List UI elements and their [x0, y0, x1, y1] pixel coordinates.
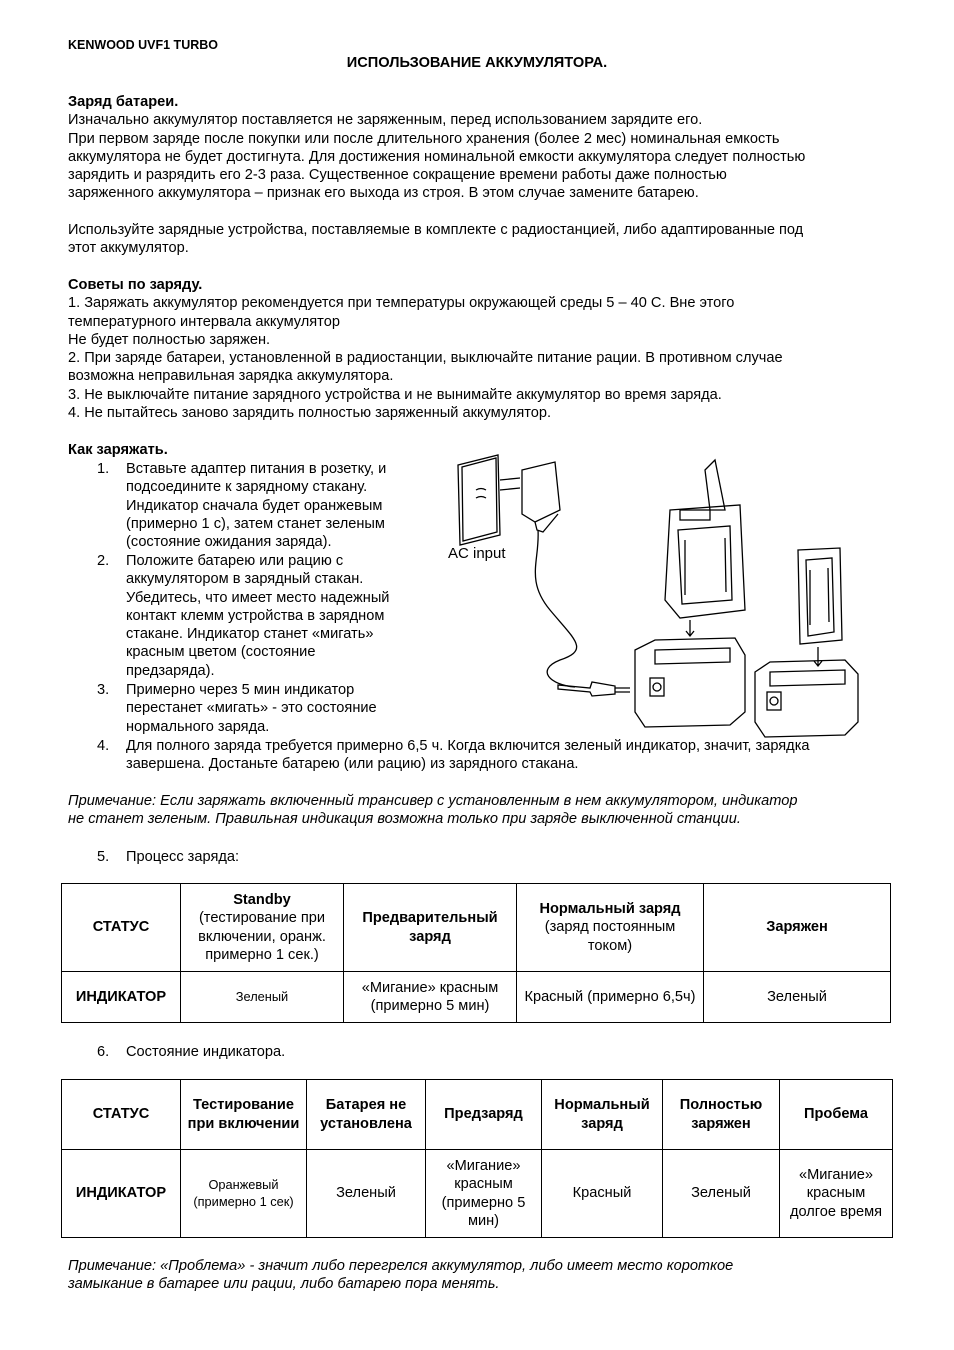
table-header-cell: [517, 884, 704, 972]
tip-line: 1. Заряжать аккумулятор рекомендуется при температуры окружающей среды 5 – 40 С. Вне этого: [68, 295, 735, 312]
table-cell: ИНДИКАТОР: [62, 972, 181, 1023]
list-item-line: Примерно через 5 мин индикатор: [126, 682, 355, 698]
list-number: 4.: [97, 738, 110, 754]
tip-line: 2. При заряде батареи, установленной в радиостанции, выключайте питание рации. В противном случае: [68, 350, 783, 367]
paragraph-line: Используйте зарядные устройства, поставляемые в комплекте с радиостанцией, либо адаптированные под: [68, 222, 804, 239]
table-cell: Зеленый: [181, 972, 344, 1023]
power-adapter-icon: [500, 462, 577, 687]
list-item-line: красным цветом (состояние: [126, 644, 316, 661]
tip-line: 4. Не пытайтесь заново зарядить полностью заряженный аккумулятор.: [68, 405, 552, 422]
ac-input-label: AC input: [448, 545, 506, 562]
list-item-line: аккумулятором в зарядный стакан.: [126, 571, 364, 588]
connector-plug-icon: [558, 682, 630, 696]
paragraph-line: заряженного аккумулятора – признак его выхода из строя. В этом случае замените батарею.: [68, 185, 699, 202]
charge-process-table: [61, 883, 891, 1023]
table-cell: Зеленый: [704, 972, 891, 1023]
list-item-line: Для полного заряда требуется примерно 6,5 ч. Когда включится зеленый индикатор, значит, зарядка: [126, 738, 810, 754]
table-cell: Зеленый: [663, 1150, 780, 1238]
note-line: замыкание в батарее или рации, либо батарею пора менять.: [68, 1276, 500, 1293]
list-item-line: нормального заряда.: [126, 718, 270, 735]
paragraph-line: зарядить и разрядить его 2-3 раза. Существенное сокращение времени работы даже полностью: [68, 167, 727, 184]
tip-line: 3. Не выключайте питание зарядного устройства и не вынимайте аккумулятор во время заряда.: [68, 386, 722, 403]
list-item-line: Вставьте адаптер питания в розетку, и: [126, 461, 387, 477]
section-heading: Советы по заряду.: [68, 276, 203, 293]
paragraph-line: этот аккумулятор.: [68, 240, 189, 257]
tip-line: Не будет полностью заряжен.: [68, 331, 271, 348]
wall-socket-icon: [458, 455, 500, 545]
battery-icon: [798, 548, 842, 644]
list-item-line: контакт клемм устройства в зарядном: [126, 607, 385, 624]
table-row: [62, 1080, 893, 1150]
table-header-cell: Тестирование при включении: [181, 1080, 307, 1150]
paragraph-line: При первом заряде после покупки или после длительного хранения (более 2 мес) номинальная емкость: [68, 130, 780, 147]
list-item-line: завершена. Достаньте батарею (или рацию) из зарядного стакана.: [126, 756, 579, 773]
list-number: 3.: [97, 682, 110, 698]
table-cell: «Мигание» красным долгое время: [780, 1150, 893, 1238]
list-item-line: Убедитесь, что имеет место надежный: [126, 589, 390, 606]
table-header-cell: Предзаряд: [426, 1080, 542, 1150]
table-header-cell: СТАТУС: [62, 884, 181, 972]
table-header-cell: Пробема: [780, 1080, 893, 1150]
table-cell: Красный: [542, 1150, 663, 1238]
list-item-line: стакане. Индикатор станет «мигать»: [126, 626, 374, 643]
header-subtitle: (заряд постоянным током): [544, 919, 676, 954]
list-number: 5.: [97, 849, 110, 865]
list-item-line: (состояние ожидания заряда).: [126, 534, 332, 551]
list-item: [126, 681, 377, 736]
list-number: 2.: [97, 553, 110, 569]
list-item: Состояние индикатора.: [126, 1044, 286, 1060]
table-cell: Зеленый: [307, 1150, 426, 1238]
list-item-line: перестанет «мигать» - это состояние: [126, 700, 377, 717]
section-heading: Как заряжать.: [68, 441, 168, 458]
table-cell: «Мигание» красным (примерно 5 мин): [344, 972, 517, 1023]
table-header-cell: СТАТУС: [62, 1080, 181, 1150]
list-item-line: Положите батарею или рацию с: [126, 553, 344, 569]
note-line: Примечание: «Проблема» - значит либо перегрелся аккумулятор, либо имеет место короткое: [68, 1258, 734, 1274]
table-header-cell: Заряжен: [704, 884, 891, 972]
header-title: Нормальный заряд: [539, 901, 681, 918]
table-row: [62, 1150, 893, 1238]
header-title: Standby: [233, 891, 291, 908]
table-cell: «Мигание» красным (примерно 5 мин): [426, 1150, 542, 1238]
table-row: [62, 972, 891, 1023]
note-line: не станет зеленым. Правильная индикация возможна только при заряде выключенной станции.: [68, 811, 741, 828]
list-number: 6.: [97, 1044, 110, 1060]
paragraph-line: аккумулятора не будет достигнута. Для достижения номинальной емкости аккумулятора следует полностью: [68, 148, 806, 165]
indicator-status-table: [61, 1079, 893, 1238]
table-row: [62, 884, 891, 972]
problem-note: [68, 1257, 733, 1294]
tip-line: возможна неправильная зарядка аккумулятора.: [68, 368, 394, 385]
table-cell: ИНДИКАТОР: [62, 1150, 181, 1238]
list-item: Процесс заряда:: [126, 849, 240, 865]
tip-line: температурного интервала аккумулятор: [68, 313, 340, 330]
list-item: [126, 737, 810, 774]
list-item-line: подсоедините к зарядному стакану.: [126, 479, 368, 496]
list-item: [126, 552, 389, 680]
list-item-line: предзаряда).: [126, 662, 215, 679]
table-header-cell: Батарея не установлена: [307, 1080, 426, 1150]
list-item-line: (примерно 1 с), затем станет зеленым: [126, 515, 385, 532]
paragraph-line: Изначально аккумулятор поставляется не заряженным, перед использованием зарядите его.: [68, 112, 703, 129]
section-heading: Заряд батареи.: [68, 94, 179, 110]
list-item: [126, 460, 386, 551]
table-cell: Красный (примерно 6,5ч): [517, 972, 704, 1023]
charging-cradle-icon: [755, 660, 858, 737]
section-battery-charge: [68, 93, 805, 459]
table-header-cell: [181, 884, 344, 972]
header-subtitle: (тестирование при включении, оранж. примерно 1 сек.): [198, 910, 326, 963]
table-header-cell: Предварительный заряд: [344, 884, 517, 972]
page-title: ИСПОЛЬЗОВАНИЕ АККУМУЛЯТОРА.: [346, 55, 608, 71]
note-line: Примечание: Если заряжать включенный трансивер с установленным в нем аккумулятором, индикатор: [68, 793, 798, 809]
table-cell: Оранжевый (примерно 1 сек): [181, 1150, 307, 1238]
radio-with-battery-icon: [665, 460, 745, 618]
charging-cradle-icon: [635, 638, 745, 727]
table-header-cell: Нормальный заряд: [542, 1080, 663, 1150]
list-number: 1.: [97, 461, 110, 477]
list-item-line: Индикатор сначала будет оранжевым: [126, 497, 383, 514]
charger-illustration: [440, 450, 860, 740]
document-model: KENWOOD UVF1 TURBO: [68, 38, 218, 52]
table-header-cell: Полностью заряжен: [663, 1080, 780, 1150]
charging-note: [68, 792, 798, 829]
